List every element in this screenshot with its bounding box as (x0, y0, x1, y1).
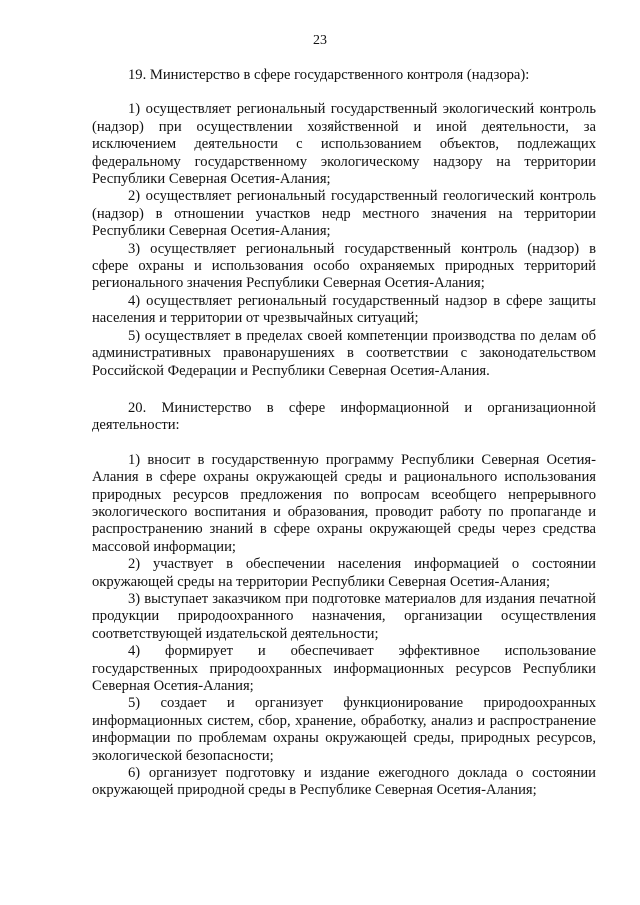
spacer (92, 435, 596, 452)
section-19-heading: 19. Министерство в сфере государственного контроля (надзора): (128, 67, 530, 83)
section-20-item-2: 2) участвует в обеспечении населения информацией о состоянии окружающей среды на территории Республики Северная Осетия-Алания; (92, 556, 596, 590)
spacer (92, 380, 596, 400)
section-19-item-2: 2) осуществляет региональный государственный геологический контроль (надзор) в отношении участков недр местного значения на территории Республики Северная Осетия-Алания; (92, 188, 596, 240)
section-19-item-3: 3) осуществляет региональный государственный контроль (надзор) в сфере охраны и использования особо охраняемых природных территорий регионального значения Республики Северная Осетия-Алания; (92, 240, 596, 292)
section-20-item-4: 4) формирует и обеспечивает эффективное использование государственных природоохранных информационных ресурсов Республики Северная Осетия-Алания; (92, 643, 596, 694)
page-number: 23 (313, 33, 327, 48)
section-20-item-6: 6) организует подготовку и издание ежегодного доклада о состоянии окружающей природной среды в Республике Северная Осетия-Алания; (92, 765, 596, 799)
section-19-item-5: 5) осуществляет в пределах своей компетенции производства по делам об административных правонарушениях в соответствии с законодательством Российской Федерации и Республики Северная Осетия-Алания. (92, 327, 596, 379)
section-19-item-1: 1) осуществляет региональный государственный экологический контроль (надзор) при осуществлении хозяйственной и иной деятельности, за исключением деятельности с использованием объектов, подлежащих федеральному государственному экологическому надзору на территории Республики Северная Осетия-Алания; (92, 101, 596, 188)
section-20-item-1: 1) вносит в государственную программу Республики Северная Осетия-Алания в сфере охраны окружающей среды и рационального использования природных ресурсов предложения по вопросам всеобщего непрерывного экологического воспитания и образования, проводит работу по пропаганде и распространению знаний в сфере охраны окружающей среды через средства массовой информации; (92, 451, 596, 555)
section-20-item-3: 3) выступает заказчиком при подготовке материалов для издания печатной продукции природоохранного назначения, организации осуществления соответствующей издательской деятельности; (92, 590, 596, 642)
document-body (92, 67, 596, 800)
section-19-item-4: 4) осуществляет региональный государственный надзор в сфере защиты населения и территории от чрезвычайных ситуаций; (92, 292, 596, 327)
spacer (92, 84, 596, 101)
section-20-heading: 20. Министерство в сфере информационной и организационной деятельности: (92, 399, 596, 434)
section-20-item-5: 5) создает и организует функционирование природоохранных информационных систем, сбор, хранение, обработку, анализ и распространение информации по проблемам охраны окружающей среды, природных ресурсов, экологической безопасности; (92, 695, 596, 764)
